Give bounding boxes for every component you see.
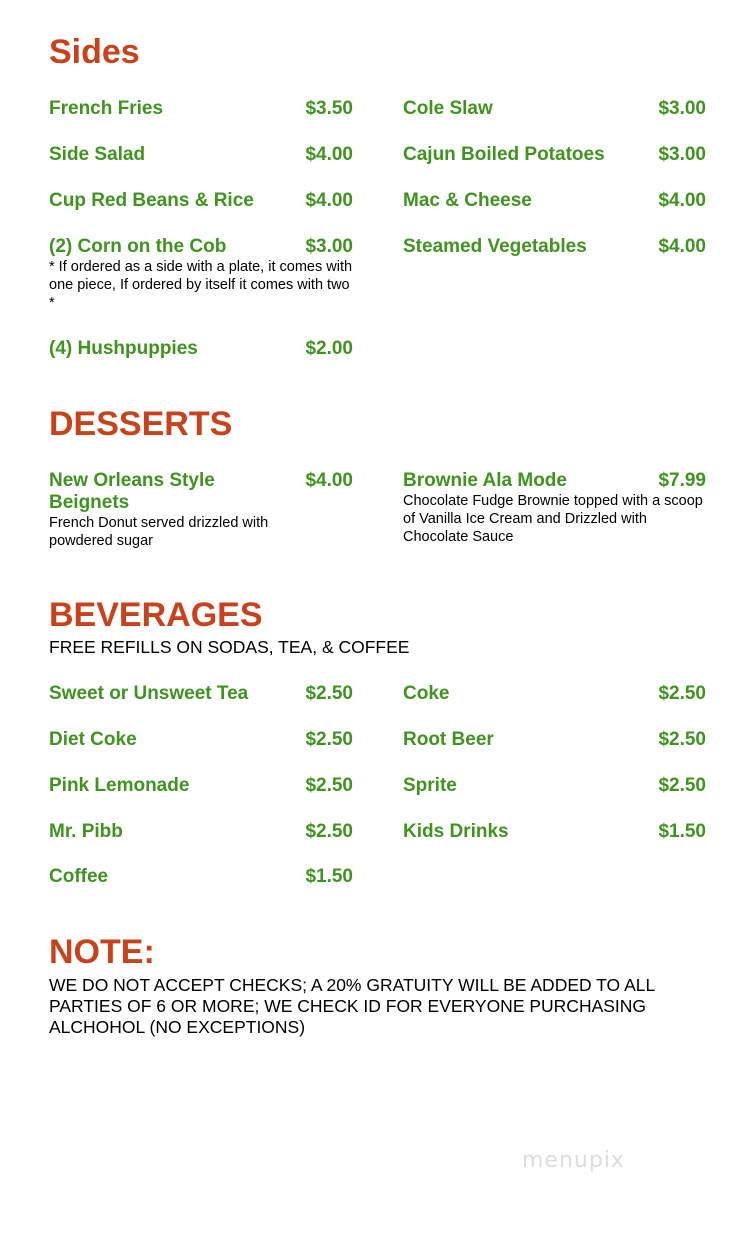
menu-item: [49, 866, 353, 888]
item-price: $2.00: [305, 338, 353, 359]
item-name: Pink Lemonade: [49, 775, 190, 796]
item-name: Side Salad: [49, 144, 146, 165]
menu-item: [49, 98, 353, 120]
menu-item: [403, 775, 706, 797]
item-name: Cole Slaw: [403, 98, 493, 119]
item-price: $2.50: [305, 775, 353, 796]
item-name: Mr. Pibb: [49, 821, 123, 842]
item-name: Sprite: [403, 775, 457, 796]
item-name: Diet Coke: [49, 729, 137, 750]
item-price: $1.50: [305, 866, 353, 887]
item-description: French Donut served drizzled with powdered sugar: [49, 515, 269, 549]
item-name: (4) Hushpuppies: [49, 338, 198, 359]
item-price: $4.00: [658, 190, 706, 211]
item-name: Cajun Boiled Potatoes: [403, 144, 605, 165]
menu-item: [403, 236, 706, 258]
item-price: $4.00: [305, 190, 353, 211]
item-price: $2.50: [305, 683, 353, 704]
item-price: $3.00: [658, 98, 706, 119]
item-price: $2.50: [305, 821, 353, 842]
item-name: French Fries: [49, 98, 164, 119]
item-name: Kids Drinks: [403, 821, 509, 842]
menu-item: [49, 470, 353, 550]
item-price: $4.00: [305, 470, 353, 491]
item-name: Steamed Vegetables: [403, 236, 587, 257]
item-price: $3.00: [305, 236, 353, 257]
menu-item: [49, 190, 353, 212]
item-name: Mac & Cheese: [403, 190, 532, 211]
item-name: (2) Corn on the Cob: [49, 236, 227, 257]
beverages-subtitle: FREE REFILLS ON SODAS, TEA, & COFFEE: [49, 637, 410, 657]
menu-item: [403, 98, 706, 120]
item-name: Brownie Ala Mode: [403, 470, 567, 491]
menu-item: [403, 729, 706, 751]
item-price: $2.50: [305, 729, 353, 750]
item-name: Coke: [403, 683, 450, 704]
note-heading: NOTE:: [49, 933, 155, 971]
item-price: $2.50: [658, 775, 706, 796]
item-name: Coffee: [49, 866, 109, 887]
item-name: Root Beer: [403, 729, 494, 750]
menu-item: [49, 775, 353, 797]
menu-item: [49, 338, 353, 360]
item-description: Chocolate Fudge Brownie topped with a scoop of Vanilla Ice Cream and Drizzled with Chocolate Sauce: [403, 493, 703, 545]
menu-item: [49, 236, 353, 312]
item-price: $4.00: [658, 236, 706, 257]
note-text: WE DO NOT ACCEPT CHECKS; A 20% GRATUITY WILL BE ADDED TO ALL PARTIES OF 6 OR MORE; WE CHECK ID FOR EVERYONE PURCHASING ALCHOHOL (NO EXCEPTIONS): [49, 975, 655, 1037]
watermark-logo: menupix: [522, 1148, 625, 1173]
menu-item: [49, 683, 353, 705]
item-price: $3.50: [305, 98, 353, 119]
item-name: Sweet or Unsweet Tea: [49, 683, 249, 704]
item-price: $2.50: [658, 729, 706, 750]
item-price: $1.50: [658, 821, 706, 842]
menu-item: [49, 821, 353, 843]
item-description: * If ordered as a side with a plate, it comes with one piece, If ordered by itself it comes with two *: [49, 259, 353, 311]
sides-heading: Sides: [49, 33, 140, 71]
item-price: $2.50: [658, 683, 706, 704]
beverages-heading: BEVERAGES: [49, 596, 263, 634]
menu-item: [403, 683, 706, 705]
item-price: $3.00: [658, 144, 706, 165]
desserts-heading: DESSERTS: [49, 405, 233, 443]
menu-item: [403, 190, 706, 212]
item-price: $7.99: [658, 470, 706, 491]
menu-item: [403, 470, 706, 546]
menu-item: [403, 144, 706, 166]
menu-item: [403, 821, 706, 843]
menu-item: [49, 729, 353, 751]
item-price: $4.00: [305, 144, 353, 165]
item-name: Cup Red Beans & Rice: [49, 190, 254, 211]
item-name: New Orleans Style Beignets: [49, 470, 215, 513]
menu-item: [49, 144, 353, 166]
